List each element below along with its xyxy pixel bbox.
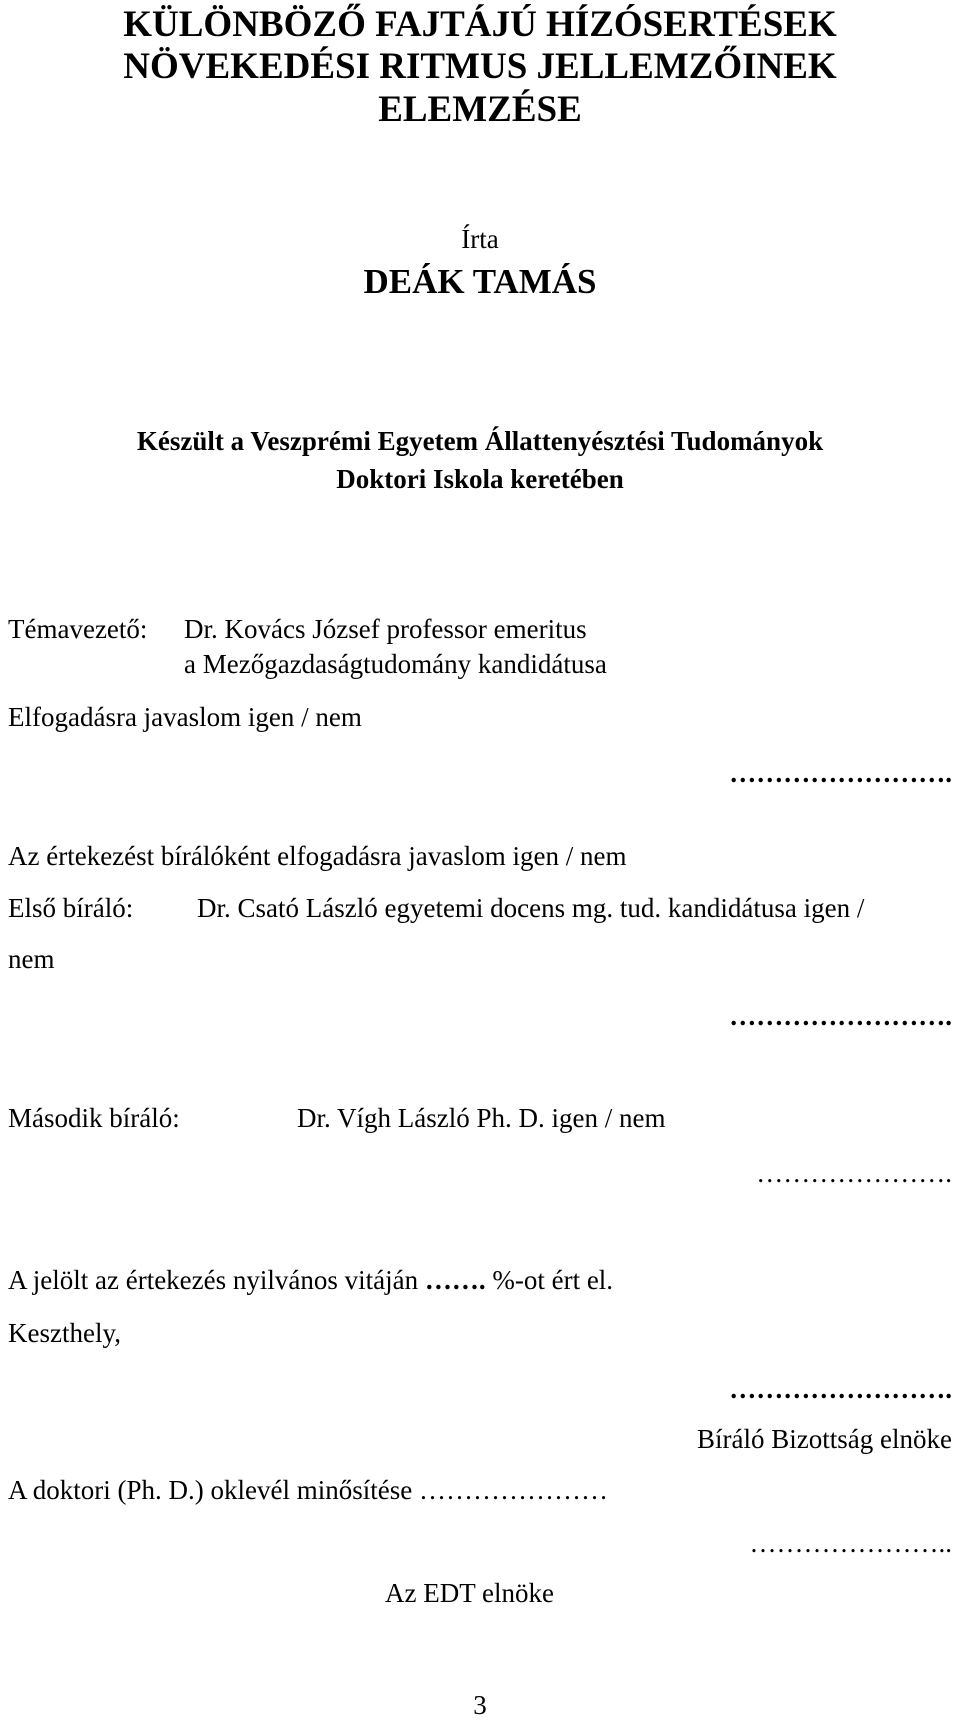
written-by-label: Írta: [461, 224, 499, 254]
first-reviewer-dots: …………………….: [729, 1001, 952, 1031]
supervisor-recommendation: Elfogadásra javaslom igen / nem: [8, 702, 362, 732]
chair-label: Bíráló Bizottság elnöke: [697, 1424, 952, 1454]
second-reviewer-dots: ………………….: [756, 1158, 952, 1188]
edt-label: Az EDT elnöke: [385, 1578, 554, 1608]
first-reviewer-cont: nem: [8, 944, 55, 974]
reviewers-intro: Az értekezést bírálóként elfogadásra javaslom igen / nem: [8, 841, 627, 871]
second-reviewer-name: Dr. Vígh László Ph. D. igen / nem: [297, 1103, 666, 1133]
title-line-2: NÖVEKEDÉSI RITMUS JELLEMZŐINEK: [123, 46, 837, 87]
title-line-3: ELEMZÉSE: [378, 89, 582, 130]
page-number: 3: [473, 1690, 487, 1720]
defense-place: Keszthely,: [8, 1318, 121, 1348]
diploma-line: [8, 1477, 608, 1504]
edt-dots: …………………..: [749, 1528, 952, 1558]
supervisor-signature-dots: …………………….: [729, 758, 952, 788]
supervisor-name: Dr. Kovács József professor emeritus: [184, 614, 587, 644]
defense-dots: …….: [424, 1265, 486, 1295]
title-line-1: KÜLÖNBÖZŐ FAJTÁJÚ HÍZÓSERTÉSEK: [123, 4, 837, 45]
defense-text-after: %-ot ért el.: [485, 1265, 614, 1295]
supervisor-title: a Mezőgazdaságtudomány kandidátusa: [184, 649, 607, 679]
second-reviewer-label: Második bíráló:: [8, 1103, 180, 1133]
institution-line-1: Készült a Veszprémi Egyetem Állattenyésztési Tudományok: [136, 426, 824, 456]
diploma-dots: …………………: [418, 1475, 608, 1505]
chair-dots: …………………….: [729, 1374, 952, 1404]
supervisor-label: Témavezető:: [8, 614, 148, 644]
author-name: DEÁK TAMÁS: [363, 262, 597, 301]
first-reviewer-label: Első bíráló:: [8, 893, 134, 923]
first-reviewer-name: Dr. Csató László egyetemi docens mg. tud. kandidátusa igen /: [197, 893, 865, 923]
diploma-label: A doktori (Ph. D.) oklevél minősítése: [8, 1475, 419, 1505]
defense-text-before: A jelölt az értekezés nyilvános vitáján: [8, 1265, 425, 1295]
institution-line-2: Doktori Iskola keretében: [336, 464, 624, 494]
defense-result: [8, 1267, 613, 1294]
